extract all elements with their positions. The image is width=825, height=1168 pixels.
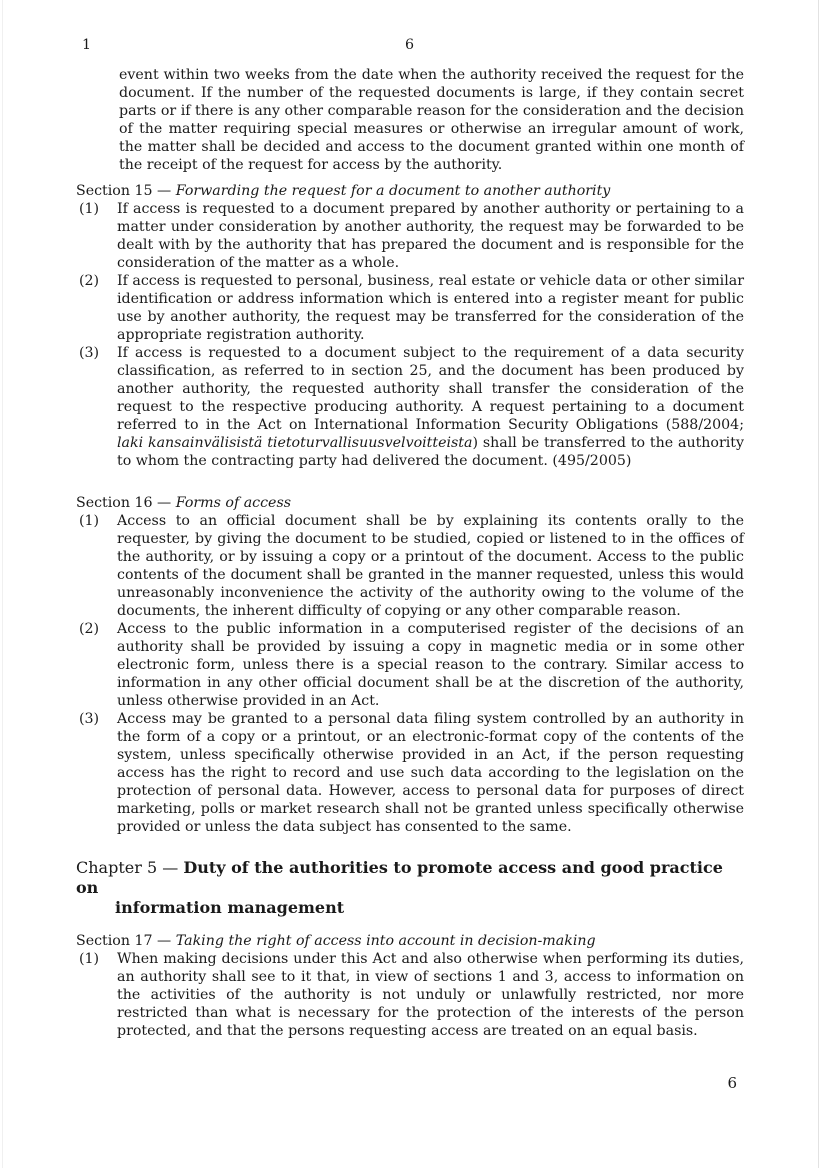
section-16-heading (76, 494, 744, 512)
item-text: If access is requested to personal, business, real estate or vehicle data or other similar identification or address information which is entered into a register meant for public use by another authority, the request may be transferred for the consideration of the appropriate registration authority. (117, 273, 744, 343)
item-number: (1) (79, 201, 100, 217)
section-16-label: Section 16 — (76, 495, 172, 511)
item-number: (2) (79, 621, 100, 637)
continuation-paragraph: event within two weeks from the date when the authority received the request for the document. If the number of the requested documents is large, if they contain secret parts or if there is any other comparable reason for the consideration and the decision of the matter requiring special measures or otherwise an irregular amount of work, the matter shall be decided and access to the document granted within one month of the receipt of the request for access by the authority. (119, 67, 744, 173)
item-text-part-b: ) shall be transferred to the authority to whom the contracting party had delivered the document. (495/2005) (117, 435, 744, 469)
footer-page-number: 6 (727, 1074, 737, 1092)
document-body (76, 66, 744, 1040)
scan-edge-left (2, 0, 3, 1168)
chapter-5-label: Chapter 5 — (76, 858, 179, 877)
item-text (117, 344, 744, 470)
section-15-item-1 (76, 200, 744, 272)
chapter-5-title-line-2: information management (115, 898, 345, 917)
item-text: When making decisions under this Act and also otherwise when performing its duties, an authority shall see to it that, in view of sections 1 and 3, access to information on the activities of the authority is not unduly or unlawfully restricted, nor more restricted than what is necessary for the protection of the interests of the person protected, and that the persons requesting access are treated on an equal basis. (117, 951, 744, 1039)
chapter-5-title-line-1: Duty of the authorities to promote access and good practice on (76, 858, 723, 897)
chapter-5-heading (76, 858, 744, 918)
section-17-item-1 (76, 950, 744, 1040)
section-15-title: Forwarding the request for a document to another authority (175, 183, 611, 199)
item-text-finnish-title: laki kansainvälisistä tietoturvallisuusvelvoitteista (117, 435, 473, 451)
section-15-item-2 (76, 272, 744, 344)
item-number: (1) (79, 513, 100, 529)
section-15-heading (76, 182, 744, 200)
section-15-item-3 (76, 344, 744, 470)
item-number: (2) (79, 273, 100, 289)
section-17-heading (76, 932, 744, 950)
section-16-item-3 (76, 710, 744, 836)
item-number: (3) (79, 345, 100, 361)
item-text: Access to the public information in a computerised register of the decisions of an authority shall be provided by issuing a copy in magnetic media or in some other electronic form, unless there is a special reason to the contrary. Similar access to information in any other official document shall be at the discretion of the authority, unless otherwise provided in an Act. (117, 621, 744, 709)
section-16-item-1 (76, 512, 744, 620)
section-16-title: Forms of access (175, 495, 292, 511)
header-page-number: 6 (405, 37, 415, 53)
scan-edge-right (818, 0, 819, 1168)
section-17-label: Section 17 — (76, 933, 172, 949)
header-left-number: 1 (82, 37, 92, 53)
item-text: Access may be granted to a personal data filing system controlled by an authority in the form of a copy or a printout, or an electronic-format copy of the contents of the system, unless specifically otherwise provided in an Act, if the person requesting access has the right to record and use such data according to the legislation on the protection of personal data. However, access to personal data for purposes of direct marketing, polls or market research shall not be granted unless specifically otherwise provided or unless the data subject has consented to the same. (117, 711, 744, 835)
section-16-item-2 (76, 620, 744, 710)
item-number: (1) (79, 951, 100, 967)
item-text-part-a: If access is requested to a document subject to the requirement of a data security classification, as referred to in section 25, and the document has been produced by another authority, the requested authority shall transfer the consideration of the request to the respective producing authority. A request pertaining to a document referred to in the Act on International Information Security Obligations (588/2004; (117, 345, 744, 433)
section-15-label: Section 15 — (76, 183, 172, 199)
item-number: (3) (79, 711, 100, 727)
item-text: If access is requested to a document prepared by another authority or pertaining to a matter under consideration by another authority, the request may be forwarded to be dealt with by the authority that has prepared the document and is responsible for the consideration of the matter as a whole. (117, 201, 744, 271)
section-17-title: Taking the right of access into account in decision-making (175, 933, 596, 949)
item-text: Access to an official document shall be by explaining its contents orally to the requester, by giving the document to be studied, copied or listened to in the offices of the authority, or by issuing a copy or a printout of the document. Access to the public contents of the document shall be granted in the manner requested, unless this would unreasonably inconvenience the activity of the authority owing to the volume of the documents, the inherent difficulty of copying or any other comparable reason. (117, 513, 744, 619)
